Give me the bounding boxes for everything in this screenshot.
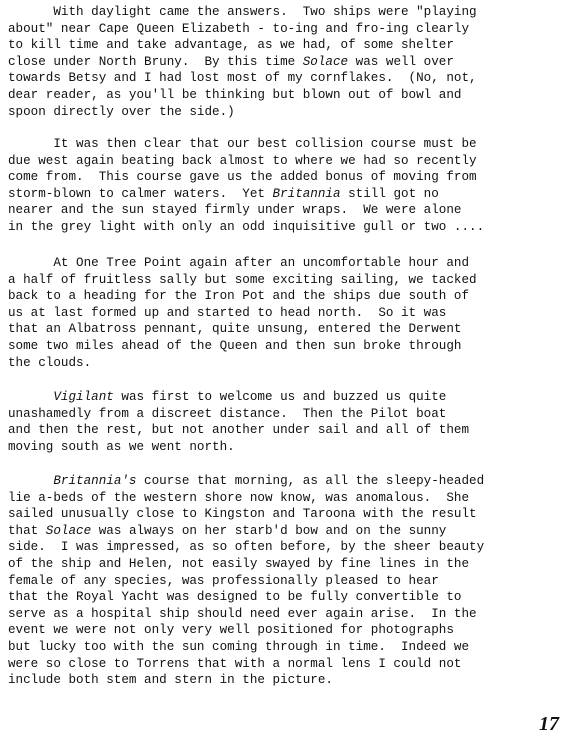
text-line: about" near Cape Queen Elizabeth - to-ing and fro-ing clearly [8,21,470,36]
text-line: the clouds. [8,355,92,370]
text-line: and then the rest, but not another under sail and all of them [8,423,470,438]
text-line: due west again beating back almost to where we had so recently [8,153,477,168]
paragraph-3 [8,255,477,371]
text-line: With daylight came the answers. Two ships were "playing [8,5,477,19]
text-line: Britannia's course that morning, as all the sleepy-headed [53,474,485,488]
paragraph-5 [8,473,484,689]
text-line: serve as a hospital ship should need ever again arise. In the [8,606,477,621]
text-line: that Solace was always on her starb'd bow and on the sunny [8,523,447,538]
text-line: of the ship and Helen, not easily swayed by fine lines in the [8,556,470,571]
text-line: unashamedly from a discreet distance. Then the Pilot boat [8,406,447,421]
text-line: us at last formed up and started to head north. So it was [8,305,447,320]
text-line: include both stem and stern in the picture. [8,673,333,688]
text-line: close under North Bruny. By this time Solace was well over [8,54,454,69]
text-line: nearer and the sun stayed firmly under wraps. We were alone [8,203,462,218]
text-line: At One Tree Point again after an uncomfortable hour and [8,256,470,270]
paragraph-2 [8,136,484,236]
text-line: event we were not only very well positioned for photographs [8,623,454,638]
paragraph-1 [8,4,477,120]
text-line: sailed unusually close to Kingston and Taroona with the result [8,507,477,522]
text-line: to kill time and take advantage, as we had, of some shelter [8,38,454,53]
text-line: It was then clear that our best collision course must be [8,137,477,151]
text-line: lie a-beds of the western shore now know, was anomalous. She [8,490,470,505]
ship-name: Britannia [272,186,341,201]
text-line: female of any species, was professionally pleased to hear [8,573,439,588]
text-line: were so close to Torrens that with a normal lens I could not [8,656,462,671]
text-line: side. I was impressed, as so often before, by the sheer beauty [8,540,485,555]
text-line: towards Betsy and I had lost most of my cornflakes. (No, not, [8,71,477,86]
text-line: some two miles ahead of the Queen and then sun broke through [8,338,462,353]
ship-name: Solace [45,523,92,538]
text-line: a half of fruitless sally but some exciting sailing, we tacked [8,272,477,287]
text-line: that the Royal Yacht was designed to be fully convertible to [8,590,462,605]
text-line: dear reader, as you'll be thinking but blown out of bowl and [8,87,462,102]
paragraph-4 [8,389,469,455]
text-line: back to a heading for the Iron Pot and the ships due south of [8,289,470,304]
text-line: storm-blown to calmer waters. Yet Britannia still got no [8,186,439,201]
text-line: but lucky too with the sun coming through in time. Indeed we [8,639,470,654]
text-line: in the grey light with only an odd inquisitive gull or two .... [8,219,485,234]
text-line: that an Albatross pennant, quite unsung, entered the Derwent [8,322,462,337]
text-line: come from. This course gave us the added bonus of moving from [8,170,477,185]
page-number: 17 [539,713,559,735]
ship-name: Vigilant [53,390,114,404]
ship-name: Solace [302,54,349,69]
text-line: moving south as we went north. [8,439,235,454]
ship-name: Britannia's [53,474,137,488]
text-line: spoon directly over the side.) [8,104,235,119]
text-line: Vigilant was first to welcome us and buzzed us quite [53,390,447,404]
